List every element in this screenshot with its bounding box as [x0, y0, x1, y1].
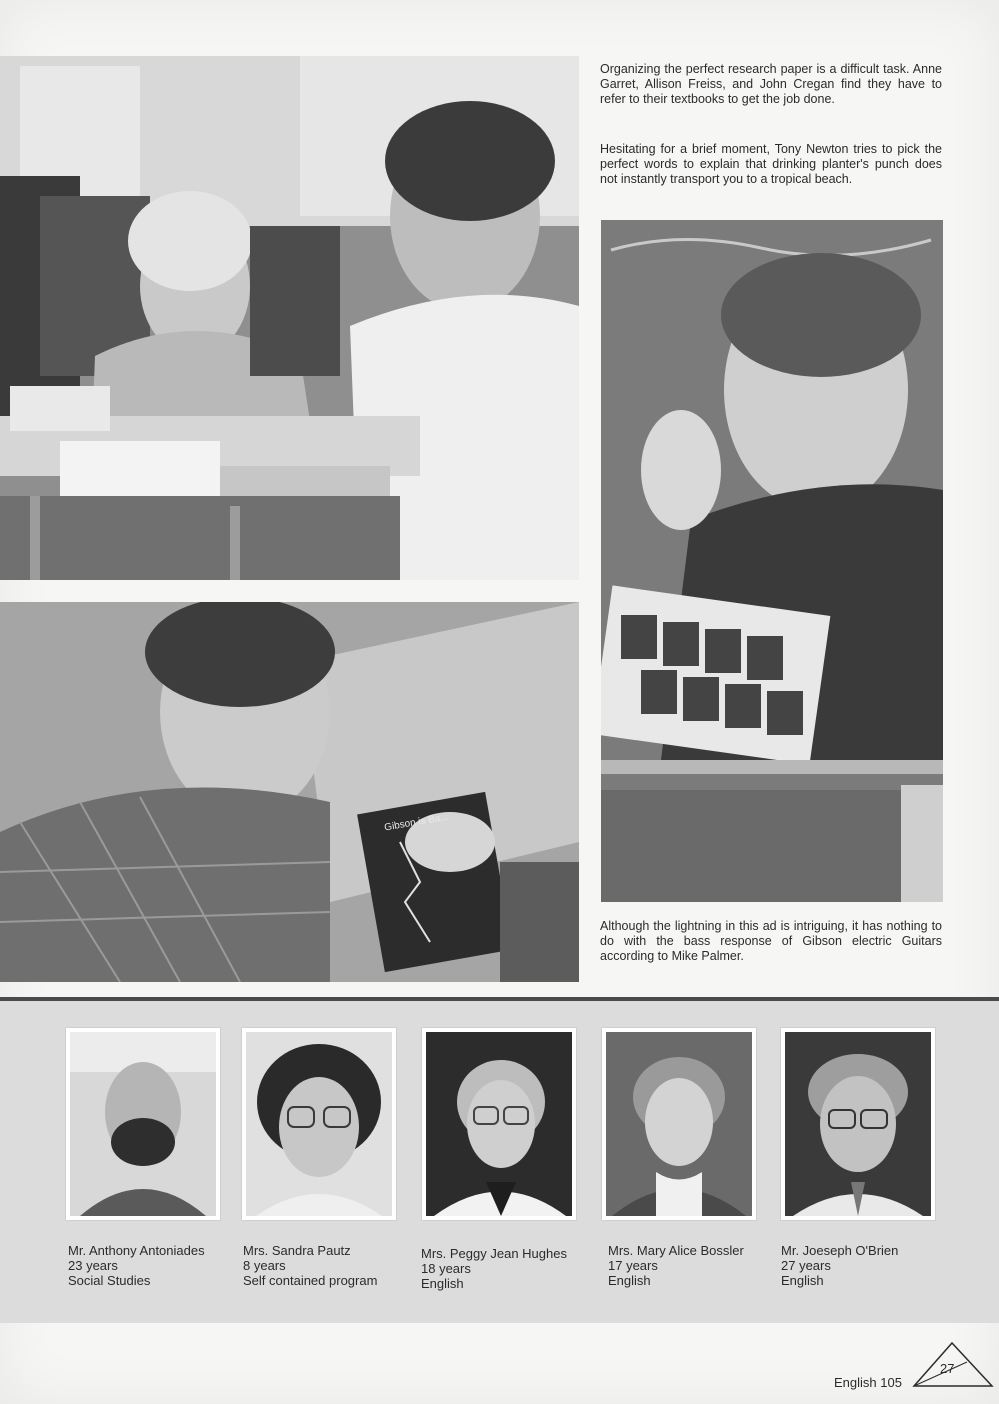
faculty-portrait-antoniades	[65, 1027, 221, 1221]
faculty-info-bossler	[608, 1243, 778, 1288]
faculty-years: 8 years	[243, 1258, 286, 1273]
gibson-ad-caption: Although the lightning in this ad is intriguing, it has nothing to do with the bass response of Gibson electric Guitars according to Mike Palmer.	[600, 919, 942, 963]
mike-palmer-photo	[0, 602, 579, 982]
faculty-years: 23 years	[68, 1258, 118, 1273]
tony-newton-photo	[601, 220, 943, 902]
section-page-label: English 105	[834, 1375, 902, 1390]
faculty-portrait-hughes	[421, 1027, 577, 1221]
faculty-subject: Social Studies	[68, 1273, 151, 1288]
faculty-info-hughes	[421, 1246, 591, 1291]
faculty-portrait-bossler	[601, 1027, 757, 1221]
faculty-years: 27 years	[781, 1258, 831, 1273]
planters-punch-caption: Hesitating for a brief moment, Tony Newton tries to pick the perfect words to explain that drinking planter's punch does not instantly transport you to a tropical beach.	[600, 142, 942, 186]
classroom-study-photo	[0, 56, 579, 580]
faculty-name: Mrs. Peggy Jean Hughes	[421, 1246, 567, 1261]
faculty-years: 17 years	[608, 1258, 658, 1273]
faculty-portrait-obrien	[780, 1027, 936, 1221]
faculty-subject: English	[608, 1273, 651, 1288]
faculty-portrait-pautz	[241, 1027, 397, 1221]
gibson-ad-headline: Gibson is Ba...	[383, 811, 450, 834]
corner-page-number: 27	[940, 1361, 955, 1376]
faculty-subject: Self contained program	[243, 1273, 378, 1288]
faculty-name: Mr. Joeseph O'Brien	[781, 1243, 899, 1258]
faculty-name: Mrs. Sandra Pautz	[243, 1243, 351, 1258]
faculty-info-obrien	[781, 1243, 951, 1288]
faculty-name: Mr. Anthony Antoniades	[68, 1243, 205, 1258]
faculty-subject: English	[781, 1273, 824, 1288]
faculty-years: 18 years	[421, 1261, 471, 1276]
faculty-name: Mrs. Mary Alice Bossler	[608, 1243, 744, 1258]
research-paper-caption: Organizing the perfect research paper is a difficult task. Anne Garret, Allison Freiss, and John Cregan find they have to refer to their textbooks to get the job done.	[600, 62, 942, 106]
faculty-info-antoniades	[68, 1243, 238, 1288]
faculty-subject: English	[421, 1276, 464, 1291]
faculty-info-pautz	[243, 1243, 413, 1288]
